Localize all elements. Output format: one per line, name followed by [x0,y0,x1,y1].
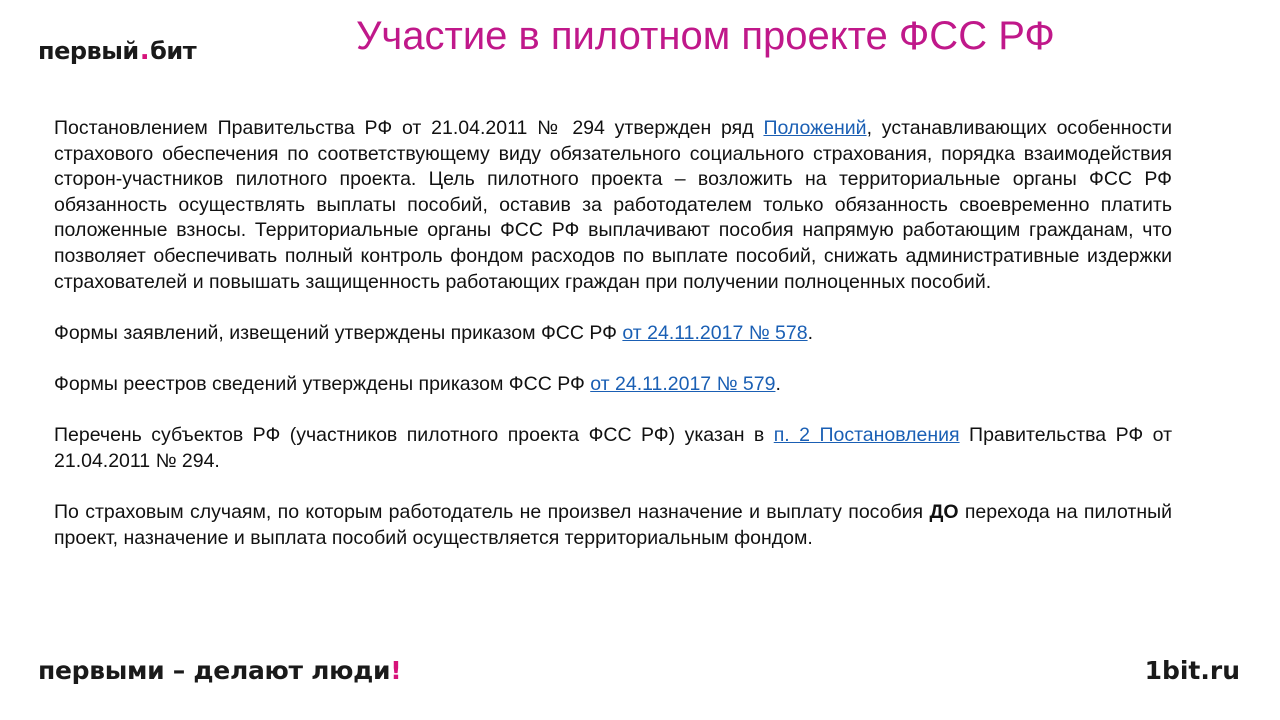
paragraph-text: Перечень субъектов РФ (участников пилотного проекта ФСС РФ) указан в [54,424,774,447]
paragraph-text: перехода на пилотный проект, назначение и выплата пособий осуществляется территориальным фондом. [54,500,1173,549]
paragraph-registry-forms [54,372,1172,398]
paragraph-text: Формы заявлений, извещений утверждены приказом ФСС РФ [54,321,623,344]
paragraph-text: , устанавливающих особенности страхового обеспечения по соответствующему виду обязательного социального страхования, порядка взаимодействия сторон-участников пилотного проекта. Цель пилотного проекта – возложить на территориальные органы ФСС РФ обязанность осуществлять выплаты пособий, оставив за работодателем только обязанность своевременно платить положенные взносы. Территориальные органы ФСС РФ выплачивают пособия напрямую работающим гражданам, что позволяет обеспечивать полный контроль фондом расходов по выплате пособий, снижать административные издержки страхователей и повышать защищенность работающих граждан при получении полноценных пособий. [54,117,1172,293]
paragraph-regions-list [54,423,1172,474]
link-regulations[interactable]: Положений [763,117,867,139]
paragraph-text: Формы реестров сведений утверждены приказом ФСС РФ [54,372,591,395]
link-order-578[interactable]: от 24.11.2017 № 578 [622,321,808,344]
logo-text-right: бит [150,37,197,65]
logo-dot: . [139,36,150,66]
paragraph-resolution [54,116,1172,295]
page-title: Участие в пилотном проекте ФСС РФ [356,14,1055,58]
logo-text-left: первый [38,37,139,65]
brand-logo [38,36,196,66]
paragraph-text: По страховым случаям, по которым работодатель не произвел назначение и выплату пособия [54,500,930,523]
link-order-579[interactable]: от 24.11.2017 № 579 [590,372,776,395]
footer-slogan [38,656,401,685]
slogan-text: первыми – делают люди [38,656,391,685]
main-content [54,116,1172,577]
slogan-exclamation: ! [390,656,402,685]
paragraph-text: . [807,321,814,344]
paragraph-insurance-cases [54,500,1172,551]
emphasis-before: ДО [929,500,959,523]
paragraph-text: Правительства РФ от 21.04.2011 № 294. [54,424,1172,472]
paragraph-text: . [775,372,781,395]
paragraph-text: Постановлением Правительства РФ от 21.04.2011 № 294 утвержден ряд [54,117,764,139]
paragraph-application-forms [54,321,1172,347]
link-resolution-item-2[interactable]: п. 2 Постановления [773,424,960,447]
footer-site-url: 1bit.ru [1144,656,1240,685]
